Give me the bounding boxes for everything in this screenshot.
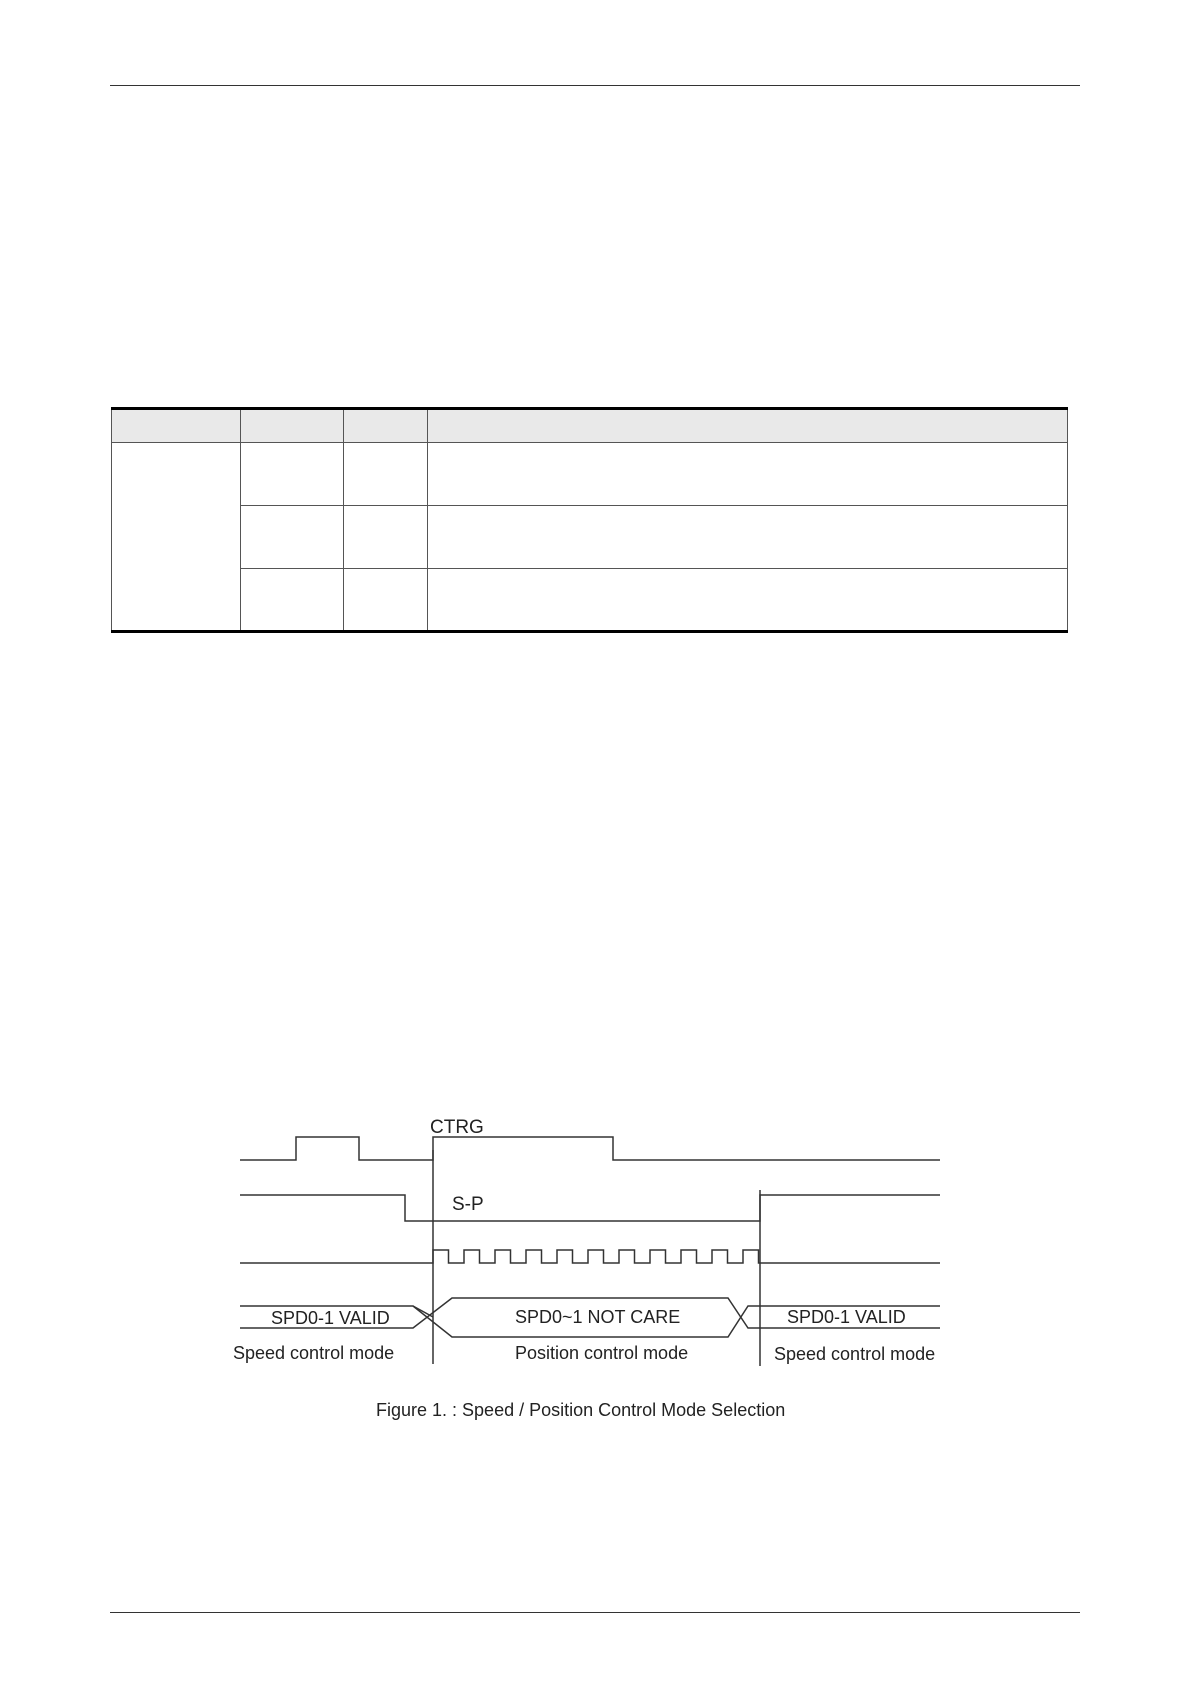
bus-label-left: SPD0-1 VALID	[271, 1308, 390, 1328]
bus-label-middle: SPD0~1 NOT CARE	[515, 1307, 681, 1327]
figure-caption: Figure 1. : Speed / Position Control Mode Selection	[376, 1400, 786, 1420]
signal-label-ctrg: CTRG	[430, 1117, 484, 1138]
table-header-cell	[241, 409, 344, 443]
bus-label-right: SPD0-1 VALID	[787, 1307, 906, 1327]
table-cell	[241, 506, 344, 569]
timing-diagram	[0, 1110, 1190, 1440]
table-cell	[428, 506, 1068, 569]
table-cell	[344, 569, 428, 632]
table-cell-group	[112, 443, 241, 632]
table-cell	[241, 443, 344, 506]
ctrg-waveform	[240, 1137, 940, 1160]
table-cell	[344, 506, 428, 569]
header-rule	[110, 85, 1080, 86]
signal-label-sp: S-P	[452, 1194, 484, 1215]
footer-rule	[110, 1612, 1080, 1613]
table-cell	[344, 443, 428, 506]
pulse-train-waveform	[240, 1250, 940, 1263]
table-row	[112, 443, 1068, 506]
table-header-row	[112, 409, 1068, 443]
parameter-table	[111, 407, 1068, 633]
mode-label-left: Speed control mode	[233, 1343, 395, 1363]
mode-label-right: Speed control mode	[774, 1344, 936, 1364]
table-row	[112, 569, 1068, 632]
table-header-cell	[344, 409, 428, 443]
sp-waveform	[240, 1195, 940, 1221]
table-cell	[241, 569, 344, 632]
table-cell	[428, 569, 1068, 632]
table-row	[112, 506, 1068, 569]
table-cell	[428, 443, 1068, 506]
table-header-cell	[112, 409, 241, 443]
table-header-cell	[428, 409, 1068, 443]
mode-label-middle: Position control mode	[515, 1343, 689, 1363]
